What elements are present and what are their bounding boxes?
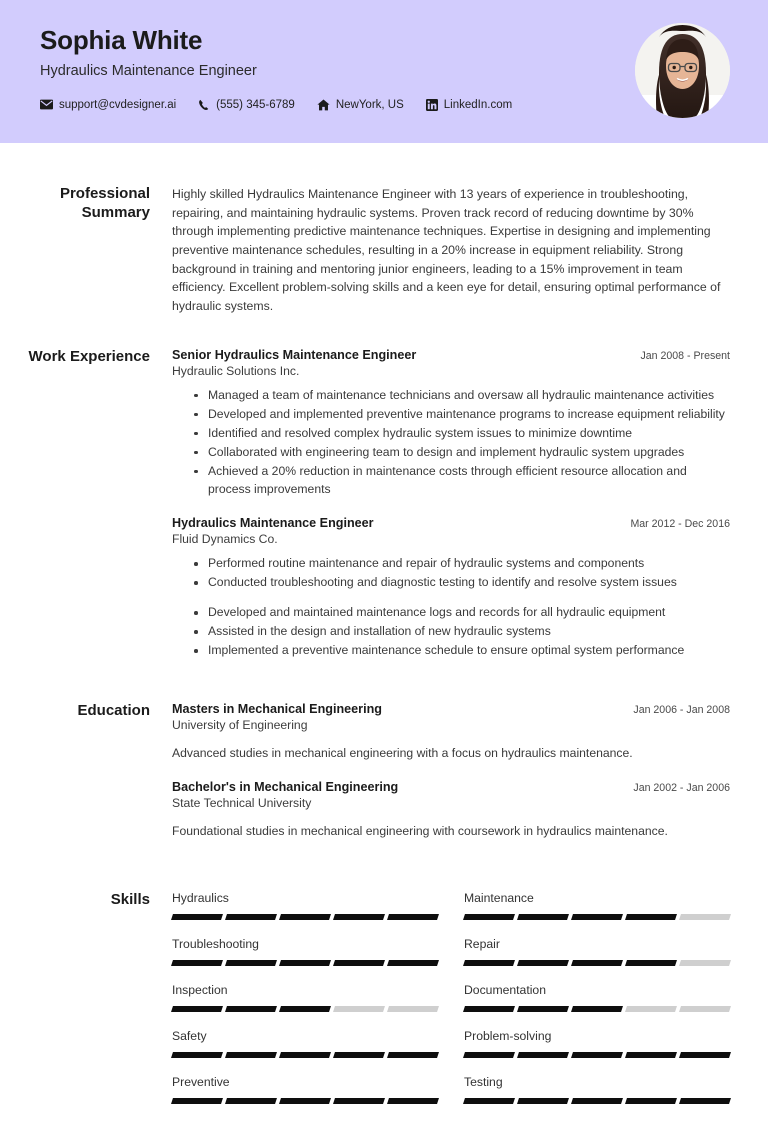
skill-level-segment <box>517 914 569 920</box>
skill-level-segment <box>625 960 677 966</box>
skill-level-segment <box>387 1098 439 1104</box>
section-professional-summary <box>0 185 768 316</box>
bullet-item: Conducted troubleshooting and diagnostic testing to identify and resolve system issues <box>192 574 730 592</box>
bullet-item: Assisted in the design and installation of new hydraulic systems <box>192 623 730 641</box>
skill-level-bar <box>172 960 438 966</box>
work-body <box>172 348 730 664</box>
skill-name: Preventive <box>172 1074 230 1089</box>
skill-level-segment <box>679 1098 731 1104</box>
candidate-job-title: Hydraulics Maintenance Engineer <box>40 62 257 79</box>
skill-level-segment <box>333 1006 385 1012</box>
bullet-item: Developed and implemented preventive maintenance programs to increase equipment reliability <box>192 406 730 424</box>
skill-item <box>172 983 438 1029</box>
skill-name: Maintenance <box>464 890 534 905</box>
skill-level-segment <box>571 1098 623 1104</box>
bullet-item: Identified and resolved complex hydraulic system issues to minimize downtime <box>192 425 730 443</box>
avatar <box>635 23 730 118</box>
skill-level-segment <box>279 914 331 920</box>
skill-level-bar <box>172 914 438 920</box>
skill-level-segment <box>225 914 277 920</box>
education-degree: Masters in Mechanical Engineering <box>172 702 382 717</box>
skill-level-segment <box>279 1006 331 1012</box>
section-education <box>0 702 768 845</box>
education-school: University of Engineering <box>172 718 308 733</box>
skill-level-segment <box>225 1098 277 1104</box>
skill-item <box>464 891 730 937</box>
skill-level-segment <box>463 914 515 920</box>
skill-level-segment <box>463 1098 515 1104</box>
contact-location[interactable] <box>317 99 404 111</box>
skill-name: Repair <box>464 936 500 951</box>
skill-level-segment <box>517 1006 569 1012</box>
summary-body <box>172 185 730 316</box>
section-label-skills: Skills <box>110 890 150 908</box>
skill-level-segment <box>387 960 439 966</box>
skills-body <box>172 891 730 1121</box>
education-entry <box>172 780 730 840</box>
skill-level-segment <box>225 960 277 966</box>
skill-level-bar <box>172 1052 438 1058</box>
skill-item <box>464 983 730 1029</box>
phone-icon <box>198 99 210 111</box>
bullet-item: Managed a team of maintenance technicians and oversaw all hydraulic maintenance activities <box>192 387 730 405</box>
section-label-work: Work Experience <box>28 347 150 365</box>
skill-level-segment <box>625 1098 677 1104</box>
summary-text: Highly skilled Hydraulics Maintenance Engineer with 13 years of experience in troubleshooting, repairing, and maintaining hydraulic systems. Proven track record of reducing downtime by 30% through implementing predictive maintenance techniques. Expertise in designing and implementing preventive maintenance schedules, resulting in a 20% increase in equipment reliability. Strong background in training and mentoring junior engineers, leading to a 15% improvement in team efficiency. Excellent problem-solving skills and a keen eye for detail, ensuring optimal performance of hydraulic systems. <box>172 187 721 314</box>
section-label-education: Education <box>77 702 150 720</box>
education-date: Jan 2002 - Jan 2006 <box>633 782 730 795</box>
work-entry-bullets <box>192 387 730 499</box>
skill-name: Inspection <box>172 982 228 997</box>
skill-level-segment <box>679 1006 731 1012</box>
section-label-summary: Professional Summary <box>59 185 150 221</box>
contact-email-text: support@cvdesigner.ai <box>59 98 177 111</box>
work-entry-head <box>172 516 730 530</box>
home-icon <box>317 99 330 111</box>
bullet-item: Developed and maintained maintenance logs and records for all hydraulic equipment <box>192 604 730 622</box>
skill-level-segment <box>571 914 623 920</box>
skill-level-segment <box>225 1052 277 1058</box>
skill-level-segment <box>571 1006 623 1012</box>
linkedin-icon <box>426 99 438 111</box>
section-skills <box>0 891 768 1121</box>
work-entry-bullets <box>192 555 730 660</box>
work-entry-date: Mar 2012 - Dec 2016 <box>630 518 730 531</box>
skill-level-segment <box>171 960 223 966</box>
skill-level-segment <box>333 914 385 920</box>
contact-linkedin-text: LinkedIn.com <box>443 98 513 111</box>
skill-level-segment <box>625 1006 677 1012</box>
education-body <box>172 702 730 845</box>
skill-level-bar <box>172 1006 438 1012</box>
work-entry-company: Hydraulic Solutions Inc. <box>172 363 300 378</box>
skill-item <box>464 1075 730 1121</box>
work-entry-company: Fluid Dynamics Co. <box>172 532 278 547</box>
work-entry-title: Hydraulics Maintenance Engineer <box>172 516 374 531</box>
skill-level-segment <box>571 1052 623 1058</box>
skill-level-segment <box>279 1052 331 1058</box>
skill-level-segment <box>625 914 677 920</box>
candidate-name: Sophia White <box>40 25 203 55</box>
education-description: Advanced studies in mechanical engineering with a focus on hydraulics maintenance. <box>172 746 633 761</box>
skill-level-segment <box>171 914 223 920</box>
skill-level-bar <box>464 914 730 920</box>
contact-location-text: NewYork, US <box>335 98 404 111</box>
skill-level-segment <box>171 1098 223 1104</box>
education-degree: Bachelor's in Mechanical Engineering <box>172 780 399 795</box>
education-description: Foundational studies in mechanical engineering with coursework in hydraulics maintenance. <box>172 824 668 839</box>
skill-level-segment <box>463 960 515 966</box>
work-entry-date: Jan 2008 - Present <box>640 349 730 362</box>
education-entry <box>172 702 730 762</box>
work-entry <box>172 348 730 499</box>
skill-item <box>172 891 438 937</box>
skill-level-segment <box>517 1052 569 1058</box>
bullet-item: Performed routine maintenance and repair of hydraulic systems and components <box>192 555 730 573</box>
contact-phone[interactable] <box>198 99 295 111</box>
skill-item <box>172 1029 438 1075</box>
skill-level-segment <box>171 1006 223 1012</box>
skill-level-segment <box>571 960 623 966</box>
skill-level-bar <box>172 1098 438 1104</box>
envelope-icon <box>40 99 53 110</box>
skill-name: Testing <box>464 1074 503 1089</box>
work-entry-head <box>172 348 730 362</box>
skill-level-segment <box>333 1098 385 1104</box>
skill-level-segment <box>517 1098 569 1104</box>
work-entry <box>172 516 730 660</box>
skill-level-segment <box>679 1052 731 1058</box>
skill-name: Troubleshooting <box>172 936 259 951</box>
education-date: Jan 2006 - Jan 2008 <box>633 704 730 717</box>
bullet-spacer <box>192 593 730 603</box>
skill-level-segment <box>387 1052 439 1058</box>
skill-item <box>172 937 438 983</box>
skill-level-segment <box>333 960 385 966</box>
skill-name: Problem-solving <box>464 1028 552 1043</box>
skill-level-bar <box>464 960 730 966</box>
skill-level-bar <box>464 1006 730 1012</box>
skill-name: Hydraulics <box>172 890 229 905</box>
skill-level-segment <box>279 960 331 966</box>
skill-name: Safety <box>172 1028 207 1043</box>
contact-row <box>40 99 728 111</box>
contact-email[interactable] <box>40 99 176 111</box>
skill-level-segment <box>171 1052 223 1058</box>
skill-level-bar <box>464 1098 730 1104</box>
skill-item <box>464 1029 730 1075</box>
skill-level-segment <box>625 1052 677 1058</box>
skill-level-segment <box>679 960 731 966</box>
skill-level-segment <box>387 1006 439 1012</box>
education-entry-head <box>172 702 730 716</box>
skill-level-segment <box>387 914 439 920</box>
education-entry-head <box>172 780 730 794</box>
skill-item <box>464 937 730 983</box>
bullet-item: Implemented a preventive maintenance schedule to ensure optimal system performance <box>192 642 730 660</box>
resume-header <box>0 0 768 143</box>
skill-name: Documentation <box>464 982 546 997</box>
section-work-experience <box>0 348 768 664</box>
skill-level-segment <box>333 1052 385 1058</box>
skill-level-segment <box>679 914 731 920</box>
bullet-item: Achieved a 20% reduction in maintenance costs through efficient resource allocation and process improvements <box>192 463 730 499</box>
skill-level-segment <box>279 1098 331 1104</box>
bullet-item: Collaborated with engineering team to design and implement hydraulic system upgrades <box>192 444 730 462</box>
skill-level-segment <box>463 1052 515 1058</box>
skill-level-segment <box>463 1006 515 1012</box>
skill-item <box>172 1075 438 1121</box>
education-school: State Technical University <box>172 796 312 811</box>
work-entry-title: Senior Hydraulics Maintenance Engineer <box>172 347 417 362</box>
skill-level-segment <box>225 1006 277 1012</box>
contact-phone-text: (555) 345-6789 <box>216 98 295 111</box>
contact-linkedin[interactable] <box>426 99 512 111</box>
skill-level-bar <box>464 1052 730 1058</box>
skill-level-segment <box>517 960 569 966</box>
skills-grid <box>172 891 730 1121</box>
